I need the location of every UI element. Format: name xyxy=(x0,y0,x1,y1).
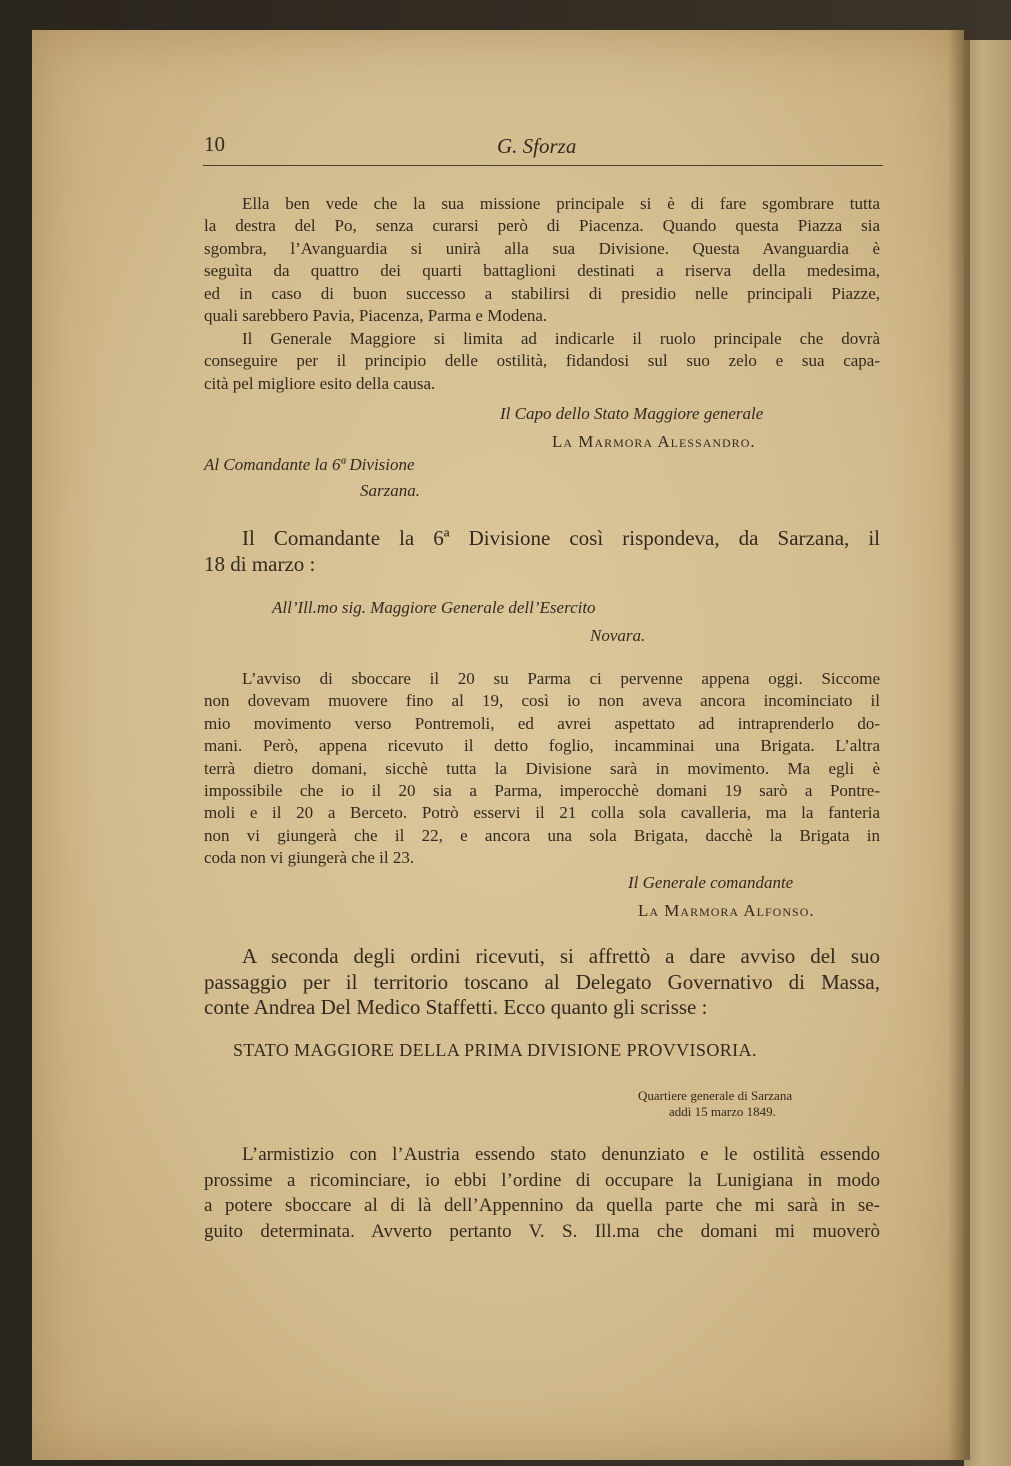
letter-heading: STATO MAGGIORE DELLA PRIMA DIVISIONE PROVVISORIA. xyxy=(233,1040,757,1060)
facing-page-edge xyxy=(964,40,1011,1466)
text-line: coda non vi giungerà che il 23. xyxy=(204,848,415,868)
text-line: quali sarebbero Pavia, Piacenza, Parma e Modena. xyxy=(204,306,548,326)
text-line: Il Comandante la 6ª Divisione così rispondeva, da Sarzana, il xyxy=(242,526,880,550)
signature-name: La Marmora Alfonso. xyxy=(638,901,815,920)
dateline: Quartiere generale di Sarzana xyxy=(638,1088,793,1103)
text-line: prossime a ricominciare, io ebbi l’ordine di occupare la Lunigiana in modo xyxy=(204,1169,880,1191)
addressee-location: Sarzana. xyxy=(360,481,420,500)
running-title: G. Sforza xyxy=(497,134,577,158)
text-line: moli e il 20 a Berceto. Potrò esservi il 21 colla sola cavalleria, ma la fanteria xyxy=(204,803,880,823)
text-line: a potere sboccare al di là dell’Appennino da quella parte che mi sarà in se- xyxy=(204,1195,880,1217)
signature-name: La Marmora Alessandro. xyxy=(552,432,756,451)
text-line: L’avviso di sboccare il 20 su Parma ci pervenne appena oggi. Siccome xyxy=(242,669,880,688)
text-line: impossibile che io il 20 sia a Parma, imperocchè domani 19 sarò a Pontre- xyxy=(204,781,880,801)
paragraph-3 xyxy=(204,526,880,577)
text-line: terrà dietro domani, sicchè tutta la Divisione sarà in movimento. Ma egli è xyxy=(204,758,880,778)
text-line: Il Generale Maggiore si limita ad indicarle il ruolo principale che dovrà xyxy=(242,329,880,348)
text-line: mani. Però, appena ricevuto il detto foglio, incamminai una Brigata. L’altra xyxy=(204,736,880,756)
text-line: sgombra, l’Avanguardia si unirà alla sua Divisione. Questa Avanguardia è xyxy=(204,238,880,258)
paragraph-5 xyxy=(204,944,880,1021)
addressee-location: Novara. xyxy=(590,626,646,645)
text-line: mio movimento verso Pontremoli, ed avrei aspettato ad intraprenderlo do- xyxy=(204,713,880,733)
header-rule xyxy=(203,165,883,166)
text-line: passaggio per il territorio toscano al Delegato Governativo di Massa, xyxy=(204,969,880,994)
text-line: seguìta da quattro dei quarti battaglioni destinati a riserva della medesima, xyxy=(204,261,880,281)
dateline-date: addì 15 marzo 1849. xyxy=(669,1104,776,1119)
addressee: All’Ill.mo sig. Maggiore Generale dell’Esercito xyxy=(272,598,596,617)
page-number: 10 xyxy=(204,132,225,156)
text-line: conte Andrea Del Medico Staffetti. Ecco quanto gli scrisse : xyxy=(204,995,708,1020)
paragraph-2 xyxy=(204,328,880,395)
text-line: la destra del Po, senza curarsi però di Piacenza. Quando questa Piazza sia xyxy=(204,216,880,236)
text-line: non dovevam muovere fino al 19, così io non aveva ancora incominciato il xyxy=(204,691,880,711)
paragraph-1 xyxy=(204,193,880,327)
text-line: L’armistizio con l’Austria essendo stato denunziato e le ostilità essendo xyxy=(242,1144,880,1165)
addressee: Al Comandante la 6ª Divisione xyxy=(204,455,415,474)
text-line: 18 di marzo : xyxy=(204,551,316,576)
text-line: A seconda degli ordini ricevuti, si affrettò a dare avviso del suo xyxy=(242,944,880,968)
signature-role: Il Generale comandante xyxy=(628,873,794,892)
text-line: guito determinata. Avverto pertanto V. S. Ill.ma che domani mi muoverò xyxy=(204,1220,880,1242)
text-line: Ella ben vede che la sua missione principale si è di fare sgombrare tutta xyxy=(242,194,880,213)
text-line: ed in caso di buon successo a stabilirsi di presidio nelle principali Piazze, xyxy=(204,283,880,303)
paragraph-6 xyxy=(204,1142,880,1244)
paragraph-4 xyxy=(204,668,880,870)
signature-role: Il Capo dello Stato Maggiore generale xyxy=(500,404,764,423)
text-line: conseguire per il principio delle ostilità, fidandosi sul suo zelo e sua capa- xyxy=(204,351,880,371)
gutter-shadow xyxy=(948,30,970,1460)
text-line: non vi giungerà che il 22, e ancora una sola Brigata, dacchè la Brigata in xyxy=(204,825,880,845)
text-line: cità pel migliore esito della causa. xyxy=(204,373,436,393)
